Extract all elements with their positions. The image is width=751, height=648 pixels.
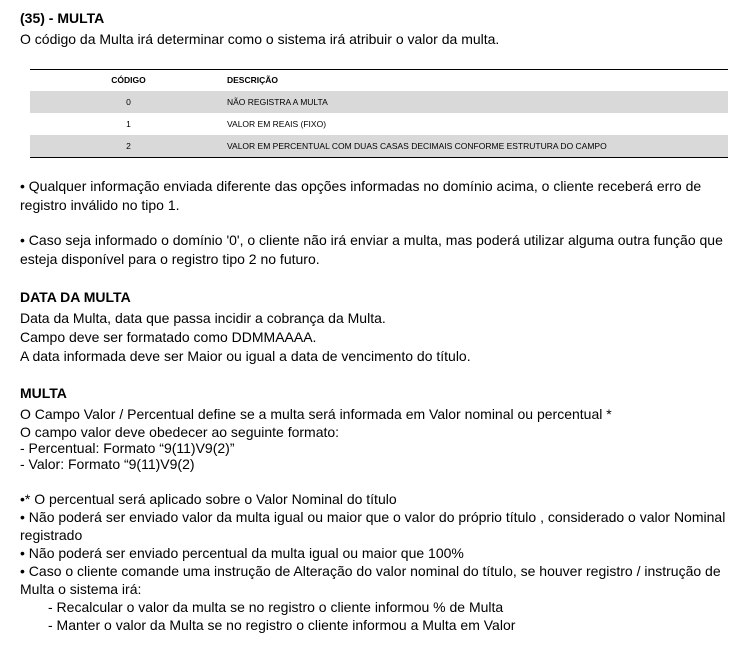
table-row <box>30 91 728 113</box>
valor-sub-item: - Manter o valor da Multa se no registro o cliente informou a Multa em Valor <box>48 617 516 633</box>
section-intro: O código da Multa irá determinar como o sistema irá atribuir o valor da multa. <box>20 31 500 47</box>
valor-bullet: • Não poderá ser enviado valor da multa igual ou maior que o valor do próprio título , considerado o valor Nominal registrado <box>20 509 726 543</box>
valor-line: - Valor: Formato “9(11)V9(2) <box>20 456 195 472</box>
table-header-row <box>30 70 728 92</box>
section-title-data-multa: DATA DA MULTA <box>20 289 131 305</box>
valor-bullet: •* O percentual será aplicado sobre o Valor Nominal do título <box>20 491 397 507</box>
table-cell-code: 0 <box>126 96 131 107</box>
table-cell-description: NÃO REGISTRA A MULTA <box>227 96 328 107</box>
data-line: A data informada deve ser Maior ou igual a data de vencimento do título. <box>20 348 471 364</box>
valor-bullet: • Não poderá ser enviado percentual da multa igual ou maior que 100% <box>20 545 464 561</box>
document-page <box>20 9 735 634</box>
table-row <box>30 135 728 158</box>
section-title-multa-valor: MULTA <box>20 385 67 401</box>
valor-bullet: • Caso o cliente comande uma instrução de Alteração do valor nominal do título, se houver registro / instrução de Multa o sistema irá: <box>20 563 721 597</box>
section-title-multa-code: (35) - MULTA <box>20 10 105 26</box>
table-cell-code: 1 <box>126 118 131 129</box>
domain-table <box>30 69 728 158</box>
table-cell-description: VALOR EM PERCENTUAL COM DUAS CASAS DECIMAIS CONFORME ESTRUTURA DO CAMPO <box>227 140 607 151</box>
note-domain-zero: • Caso seja informado o domínio '0', o cliente não irá enviar a multa, mas poderá utilizar alguma outra função que esteja disponível para o registro tipo 2 no futuro. <box>20 232 723 267</box>
valor-line: - Percentual: Formato “9(11)V9(2)” <box>20 440 235 456</box>
note-invalid-domain: • Qualquer informação enviada diferente das opções informadas no domínio acima, o cliente receberá erro de registro inválido no tipo 1. <box>20 178 702 213</box>
data-line: Campo deve ser formatado como DDMMAAAA. <box>20 329 317 345</box>
table-cell-code: 2 <box>126 140 131 151</box>
valor-line: O Campo Valor / Percentual define se a multa será informada em Valor nominal ou percentual * <box>20 406 612 422</box>
column-header-code: CÓDIGO <box>111 75 146 85</box>
table-row <box>30 113 728 135</box>
valor-line: O campo valor deve obedecer ao seguinte formato: <box>20 424 340 440</box>
data-line: Data da Multa, data que passa incidir a cobrança da Multa. <box>20 310 386 326</box>
valor-sub-item: - Recalcular o valor da multa se no registro o cliente informou % de Multa <box>48 599 504 615</box>
column-header-description: DESCRIÇÃO <box>227 75 279 85</box>
table-cell-description: VALOR EM REAIS (FIXO) <box>227 118 327 129</box>
